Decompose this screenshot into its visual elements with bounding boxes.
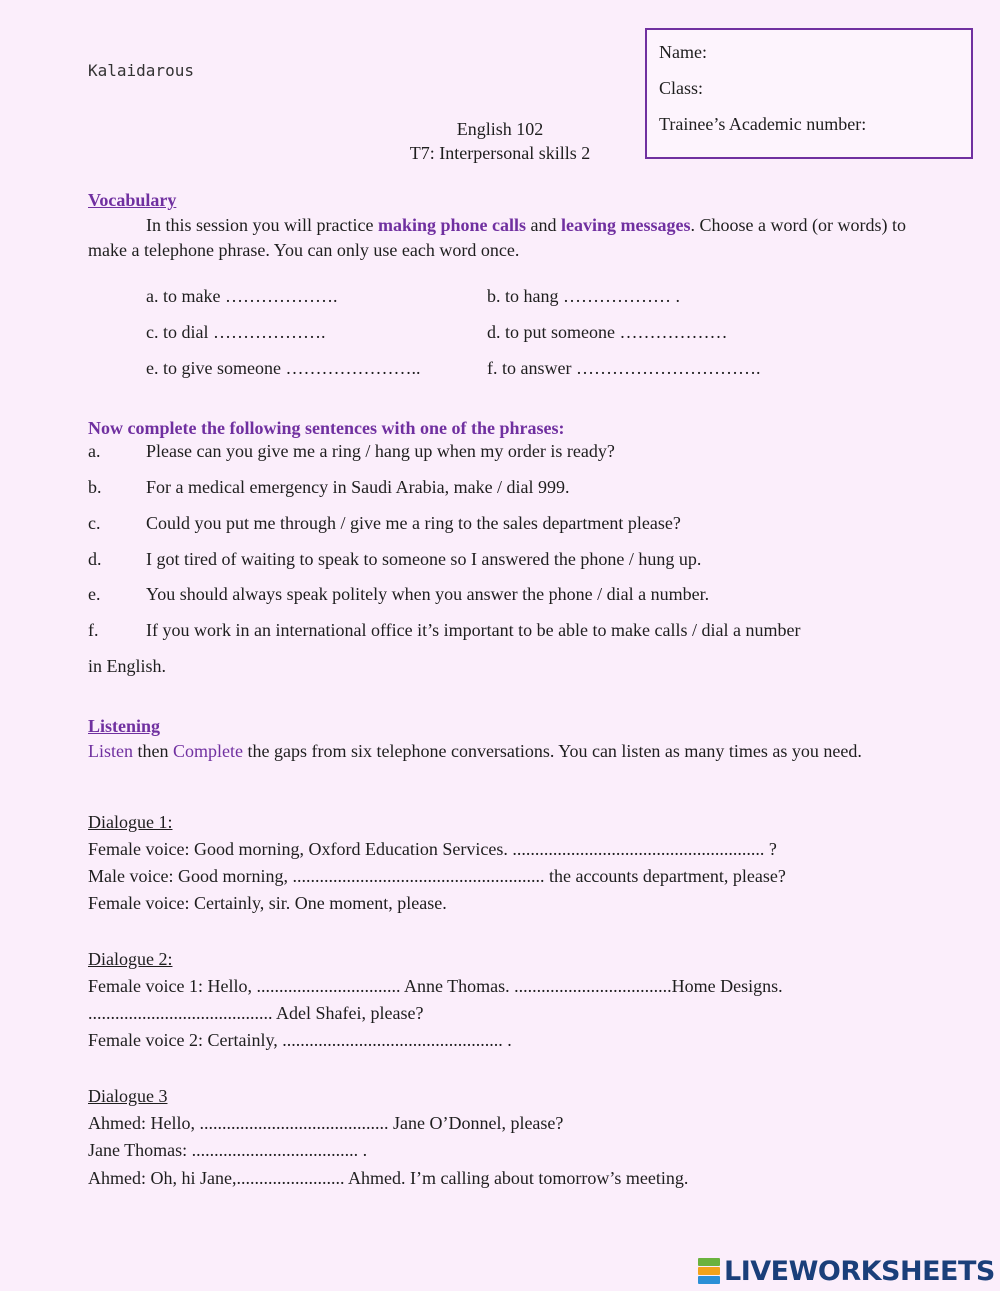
item-b-label: b. (88, 477, 102, 497)
vocabulary-heading: Vocabulary (88, 190, 177, 210)
logo-bar-orange (698, 1267, 720, 1275)
dialogue-2-title: Dialogue 2: (88, 949, 173, 969)
listening-heading: Listening (88, 716, 161, 736)
class-label: Class: (659, 78, 704, 98)
dialogue-2-line-1: Female voice 1: Hello, ................................ Anne Thomas. ...................................Home Designs. (88, 976, 783, 996)
item-f-continuation: in English. (88, 656, 167, 676)
intro-text: and (526, 215, 562, 235)
course-title: English 102 (456, 119, 544, 139)
phrase-e: e. to give someone ………………….. (146, 358, 421, 378)
listen-word: Listen (88, 741, 133, 761)
name-label: Name: (659, 42, 707, 62)
dialogue-1-line-2: Male voice: Good morning, ........................................................ the accounts department, please? (88, 866, 786, 886)
intro-highlight-messages: leaving messages (561, 215, 691, 235)
item-e-label: e. (88, 584, 101, 604)
academic-number-label: Trainee’s Academic number: (659, 114, 867, 134)
item-c-label: c. (88, 513, 101, 533)
vocabulary-intro (88, 213, 918, 263)
liveworksheets-logo (698, 1256, 995, 1286)
intro-text: In this session you will practice (146, 215, 378, 235)
dialogue-1-line-1: Female voice: Good morning, Oxford Education Services. ........................................................ ? (88, 839, 777, 859)
item-f-label: f. (88, 620, 99, 640)
dialogue-3-line-3: Ahmed: Oh, hi Jane,........................ Ahmed. I’m calling about tomorrow’s meeting. (88, 1168, 689, 1188)
liveworksheets-logo-text: LIVEWORKSHEETS (724, 1255, 995, 1287)
item-a-text: Please can you give me a ring / hang up when my order is ready? (146, 441, 615, 461)
listening-instructions (88, 739, 918, 764)
complete-heading: Now complete the following sentences with one of the phrases: (88, 418, 565, 438)
intro-highlight-phone-calls: making phone calls (377, 215, 527, 235)
item-e-text: You should always speak politely when you answer the phone / dial a number. (146, 584, 710, 604)
item-d-text: I got tired of waiting to speak to someone so I answered the phone / hung up. (146, 549, 702, 569)
phrase-f: f. to answer …………………………. (487, 358, 761, 378)
phrase-a: a. to make ………………. (146, 286, 338, 306)
phrase-c: c. to dial ………………. (146, 322, 326, 342)
author-name: Kalaidarous (88, 61, 194, 80)
logo-bar-blue (698, 1276, 720, 1284)
dialogue-3-line-2: Jane Thomas: ..................................... . (88, 1140, 368, 1160)
item-f-text: If you work in an international office it’s important to be able to make calls / dial a number (146, 620, 801, 640)
phrase-b-text: b. to hang ……………… (487, 286, 671, 306)
item-c-text: Could you put me through / give me a ring to the sales department please? (146, 513, 681, 533)
item-a-label: a. (88, 441, 101, 461)
item-b-text: For a medical emergency in Saudi Arabia, make / dial 999. (146, 477, 570, 497)
item-d-label: d. (88, 549, 102, 569)
logo-bar-green (698, 1258, 720, 1266)
dialogue-3-line-1: Ahmed: Hello, .......................................... Jane O’Donnel, please? (88, 1113, 564, 1133)
dialogue-2-line-2: ......................................... Adel Shafei, please? (88, 1003, 424, 1023)
instruction-text: then (133, 741, 173, 761)
complete-word: Complete (173, 741, 243, 761)
intro-text: . Choose a word (or words) to make a telephone phrase. You can only use each word once. (88, 215, 906, 260)
dialogue-1-line-3: Female voice: Certainly, sir. One moment, please. (88, 893, 447, 913)
phrase-b (487, 286, 680, 307)
phrase-b-dot: . (675, 286, 680, 306)
instruction-text: the gaps from six telephone conversations. You can listen as many times as you need. (243, 741, 862, 761)
liveworksheets-logo-icon (698, 1258, 720, 1284)
dialogue-2-line-3: Female voice 2: Certainly, ................................................. . (88, 1030, 512, 1050)
dialogue-3-title: Dialogue 3 (88, 1086, 168, 1106)
phrase-d: d. to put someone ……………… (487, 322, 728, 342)
dialogue-1-title: Dialogue 1: (88, 812, 173, 832)
course-subtitle: T7: Interpersonal skills 2 (409, 143, 591, 163)
